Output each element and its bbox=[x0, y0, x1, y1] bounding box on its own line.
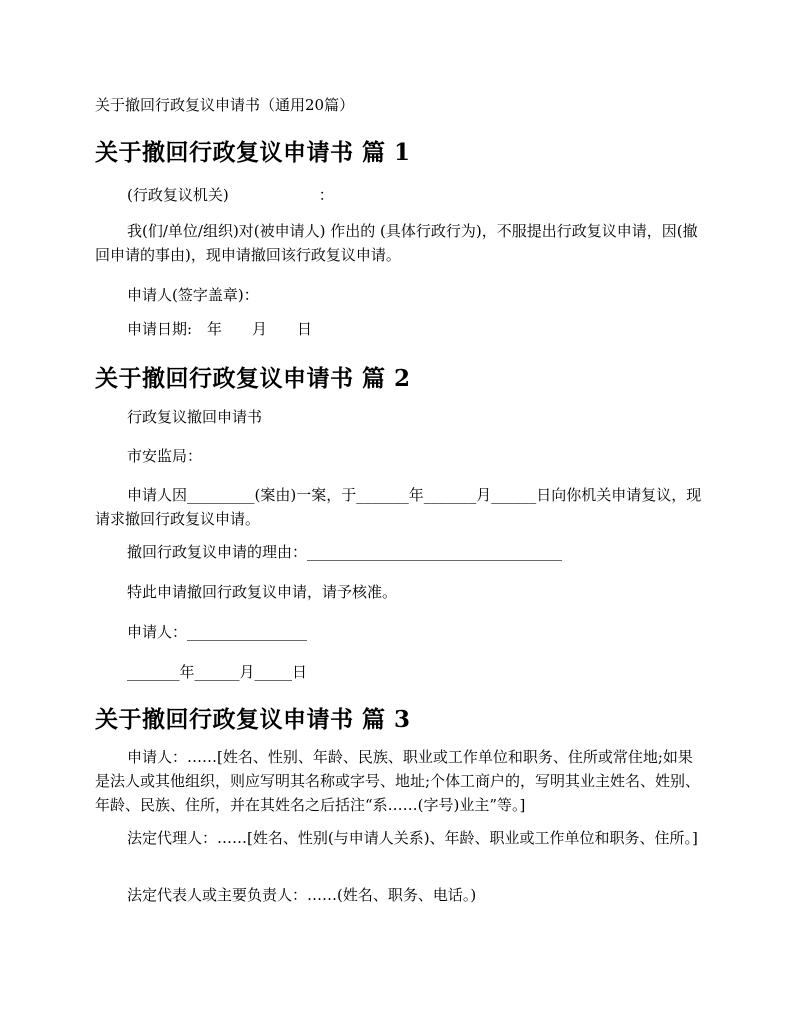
section-2-request: 特此申请撤回行政复议申请，请予核准。 bbox=[127, 583, 398, 601]
section-1-recipient: (行政复议机关) ： bbox=[127, 186, 334, 204]
section-2-heading: 关于撤回行政复议申请书 篇 2 bbox=[95, 365, 411, 392]
section-2-recipient: 市安监局： bbox=[127, 447, 203, 465]
document-title: 关于撤回行政复议申请书（通用20篇） bbox=[95, 96, 355, 114]
section-3-applicant-info: 申请人：……[姓名、性别、年龄、民族、职业或工作单位和职务、住所或常住地;如果是法人或其他组织，则应写明其名称或字号、地址;个体工商户的，写明其业主姓名、姓别、年龄、民族、住所，并在其姓名之后括注“系……(字号)业主”等。] bbox=[95, 748, 701, 814]
section-2-date: _______年______月_____日 bbox=[127, 663, 308, 681]
section-3-legal-representative: 法定代表人或主要负责人：……(姓名、职务、电话。) bbox=[127, 886, 477, 904]
section-1-heading: 关于撤回行政复议申请书 篇 1 bbox=[95, 139, 411, 166]
section-2-applicant: 申请人：________________ bbox=[127, 623, 308, 641]
section-3-heading: 关于撤回行政复议申请书 篇 3 bbox=[95, 706, 411, 733]
section-1-signature: 申请人(签字盖章)： bbox=[127, 286, 259, 304]
section-1-body: 我(们/单位/组织)对(被申请人) 作出的 (具体行政行为)，不服提出行政复议申请，因(撤回申请的事由)，现申请撤回该行政复议申请。 bbox=[95, 222, 698, 264]
section-2-body: 申请人因_________(案由)一案，于_______年_______月______日向你机关申请复议，现请求撤回行政复议申请。 bbox=[95, 486, 702, 528]
section-2-reason: 撤回行政复议申请的理由：__________________________________ bbox=[127, 543, 563, 561]
section-1-date: 申请日期: 年 月 日 bbox=[127, 320, 313, 338]
section-2-subtitle: 行政复议撤回申请书 bbox=[127, 408, 263, 426]
section-3-legal-agent: 法定代理人：……[姓名、性别(与申请人关系)、年龄、职业或工作单位和职务、住所。] bbox=[127, 829, 698, 847]
